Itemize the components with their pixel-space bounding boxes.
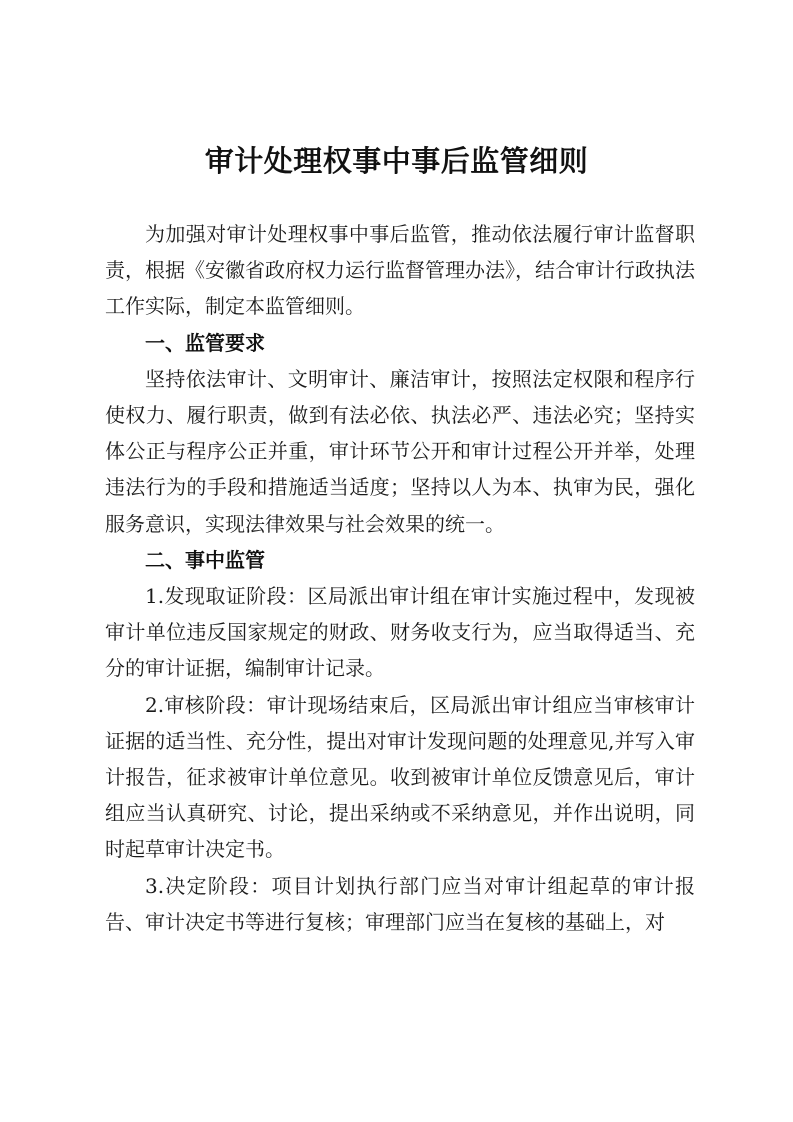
item-decision-stage: 3.决定阶段：项目计划执行部门应当对审计组起草的审计报告、审计决定书等进行复核；审理部门应当在复核的基础上，对 bbox=[105, 873, 695, 934]
document-body bbox=[105, 216, 695, 940]
section-heading-in-process-supervision: 二、事中监管 bbox=[145, 547, 265, 572]
requirements-paragraph: 坚持依法审计、文明审计、廉洁审计，按照法定权限和程序行使权力、履行职责，做到有法必依、执法必严、违法必究；坚持实体公正与程序公正并重，审计环节公开和审计过程公开并举，处理违法行为的手段和措施适当适度；坚持以人为本、执审为民，强化服务意识，实现法律效果与社会效果的统一。 bbox=[105, 366, 695, 536]
document-title: 审计处理权事中事后监管细则 bbox=[204, 144, 589, 178]
item-discovery-stage: 1.发现取证阶段：区局派出审计组在审计实施过程中，发现被审计单位违反国家规定的财政、财务收支行为，应当取得适当、充分的审计证据，编制审计记录。 bbox=[105, 584, 695, 681]
item-review-stage: 2.审核阶段：审计现场结束后，区局派出审计组应当审核审计证据的适当性、充分性，提出对审计发现问题的处理意见,并写入审计报告，征求被审计单位意见。收到被审计单位反馈意见后，审计组应当认真研究、讨论，提出采纳或不采纳意见，并作出说明，同时起草审计决定书。 bbox=[105, 692, 695, 862]
intro-paragraph: 为加强对审计处理权事中事后监管，推动依法履行审计监督职责，根据《安徽省政府权力运行监督管理办法》，结合审计行政执法工作实际，制定本监管细则。 bbox=[105, 222, 695, 319]
section-heading-requirements: 一、监管要求 bbox=[145, 330, 265, 355]
